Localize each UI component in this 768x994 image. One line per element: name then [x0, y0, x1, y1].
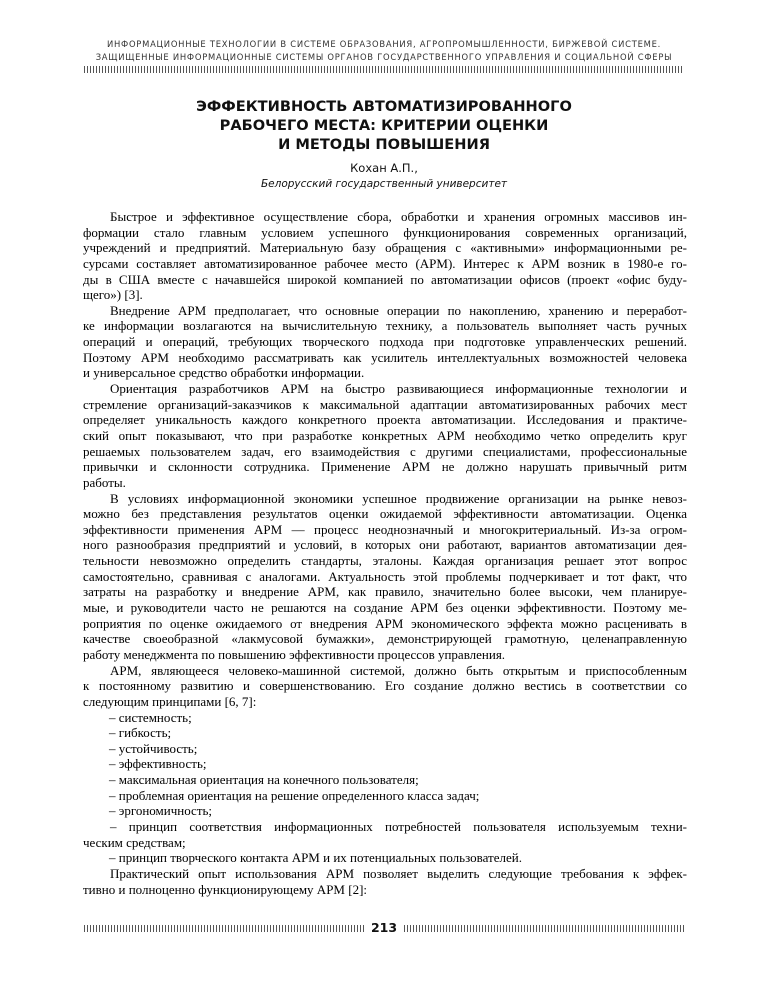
text-line: операций и операций, требующих творческого подхода при подготовке управленческих решений. — [83, 334, 687, 350]
text-line: привычки и склонности сотрудника. Применение АРМ не должно нарушать привычный ритм — [83, 459, 687, 475]
list-item: – эргономичность; — [109, 803, 213, 819]
list-item: – проблемная ориентация на решение определенного класса задач; — [109, 787, 480, 803]
text-line: АРМ, являющееся человеко-машинной системой, должно быть открытым и приспособленным — [110, 662, 687, 678]
text-line: роприятия по оценке ожидаемого от внедрения АРМ экономического эффекта можно расценивать в — [83, 615, 687, 631]
page-footer — [0, 918, 768, 938]
running-header — [60, 38, 708, 63]
text-line: определяет уникальность каждого конкретного проекта автоматизации. Исследования и практиче- — [83, 412, 687, 428]
list-item-continuation: ческим средствам; — [83, 834, 186, 850]
text-line: Практический опыт использования АРМ позволяет выделить следующие требования к эффек- — [110, 865, 687, 881]
footer-rule-right — [404, 925, 684, 932]
page-number: 213 — [370, 920, 398, 935]
text-line: самостоятельно, сравнивая с аналогами. Актуальность этой проблемы подчеркивает и тот факт, что — [83, 568, 687, 584]
list-item: – принцип соответствия информационных потребностей пользователя используемым техни- — [110, 818, 687, 834]
text-line: формации стало главным условием успешного функционирования современных организаций, — [83, 224, 687, 240]
list-item: – эффективность; — [109, 756, 207, 772]
list-item: – максимальная ориентация на конечного пользователя; — [109, 772, 419, 788]
text-line: В условиях информационной экономики успешное продвижение организации на рынке невоз- — [110, 490, 687, 506]
text-line: и универсальное средство обработки информации. — [83, 365, 365, 381]
text-line: Быстрое и эффективное осуществление сбора, обработки и хранения огромных массивов ин- — [110, 209, 687, 224]
text-line: тивно и полноценно функционирующему АРМ [2]: — [83, 881, 368, 897]
article-body — [83, 209, 687, 897]
text-line: ский опыт показывают, что при разработке конкретных АРМ необходимо четко определить круг — [83, 427, 687, 443]
text-line: ке информации возлагаются на вычислительную технику, а пользователь выполняет часть ручных — [83, 318, 687, 334]
running-header-line-2: ЗАЩИЩЕННЫЕ ИНФОРМАЦИОННЫЕ СИСТЕМЫ ОРГАНОВ ГОСУДАРСТВЕННОГО УПРАВЛЕНИЯ И СОЦИАЛЬНОЙ СФЕРЫ — [95, 51, 673, 62]
list-item: – гибкость; — [109, 725, 172, 741]
text-line: работу менеджмента по повышению эффективности процессов управления. — [83, 646, 506, 662]
title-line-1: ЭФФЕКТИВНОСТЬ АВТОМАТИЗИРОВАННОГО — [196, 98, 572, 115]
header-rule — [84, 66, 684, 73]
text-line: тельности невозможно определить стандарты, эталоны. Каждая организация решает этот вопрос — [83, 553, 687, 569]
text-line: учреждений и предприятий. Материальную базу обращения с «активными» информационными ре- — [83, 240, 687, 256]
title-line-3: И МЕТОДЫ ПОВЫШЕНИЯ — [278, 136, 490, 153]
text-line: стремление организаций-заказчиков к максимальной адаптации автоматизированных рабочих мест — [83, 396, 687, 412]
text-line: эффективности применения АРМ — процесс неоднозначный и многокритериальный. Из-за огром- — [83, 521, 687, 537]
author-name: Кохан А.П., — [350, 161, 418, 175]
text-line: ды в США вместе с начавшейся широкой компанией по автоматизации офисов (проект «офис буду- — [83, 271, 687, 287]
text-line: качестве своеобразной «лакмусовой бумажки», демонстрирующей грамотную, целенаправленную — [83, 631, 687, 647]
article-title — [100, 97, 668, 154]
text-line: можно без представления результатов оценки ожидаемой эффективности автоматизации. Оценка — [83, 506, 687, 522]
text-line: работы. — [83, 474, 126, 490]
list-item: – принцип творческого контакта АРМ и их потенциальных пользователей. — [109, 850, 522, 866]
running-header-line-1: ИНФОРМАЦИОННЫЕ ТЕХНОЛОГИИ В СИСТЕМЕ ОБРАЗОВАНИЯ, АГРОПРОМЫШЛЕННОСТИ, БИРЖЕВОЙ СИСТЕМЕ. — [106, 39, 662, 49]
title-line-2: РАБОЧЕГО МЕСТА: КРИТЕРИИ ОЦЕНКИ — [219, 117, 549, 134]
text-line: решаемых пользователем задач, его взаимодействия с другими специалистами, профессиональные — [83, 443, 687, 459]
text-line: следующим принципами [6, 7]: — [83, 693, 257, 709]
text-line: Поэтому АРМ необходимо рассматривать как усилитель интеллектуальных возможностей человека — [83, 349, 687, 365]
text-line: щего») [3]. — [83, 287, 143, 303]
text-line: сурсами составляет автоматизированное рабочее место (АРМ). Интерес к АРМ возник в 1980-е го- — [83, 255, 687, 271]
text-line: Ориентация разработчиков АРМ на быстро развивающиеся информационные технологии и — [110, 381, 687, 397]
text-line: ного разнообразия предприятий и условий, в которых они работают, вариантов автоматизации дея- — [83, 537, 687, 553]
list-item: – устойчивость; — [109, 740, 198, 756]
footer-rule-left — [84, 925, 364, 932]
text-line: мые, и руководители часто не решаются на создание АРМ без оценки эффективности. Поэтому ме- — [83, 600, 687, 616]
list-item: – системность; — [109, 709, 192, 725]
text-line: к постоянному развитию и совершенствованию. Его создание должно вестись в соответствии со — [83, 678, 687, 694]
text-line: затраты на разработку и внедрение АРМ, как правило, значительно более высоки, чем планируе- — [83, 584, 687, 600]
text-line: Внедрение АРМ предполагает, что основные операции по накоплению, хранению и переработ- — [110, 302, 687, 318]
author-affiliation: Белорусский государственный университет — [260, 178, 508, 190]
